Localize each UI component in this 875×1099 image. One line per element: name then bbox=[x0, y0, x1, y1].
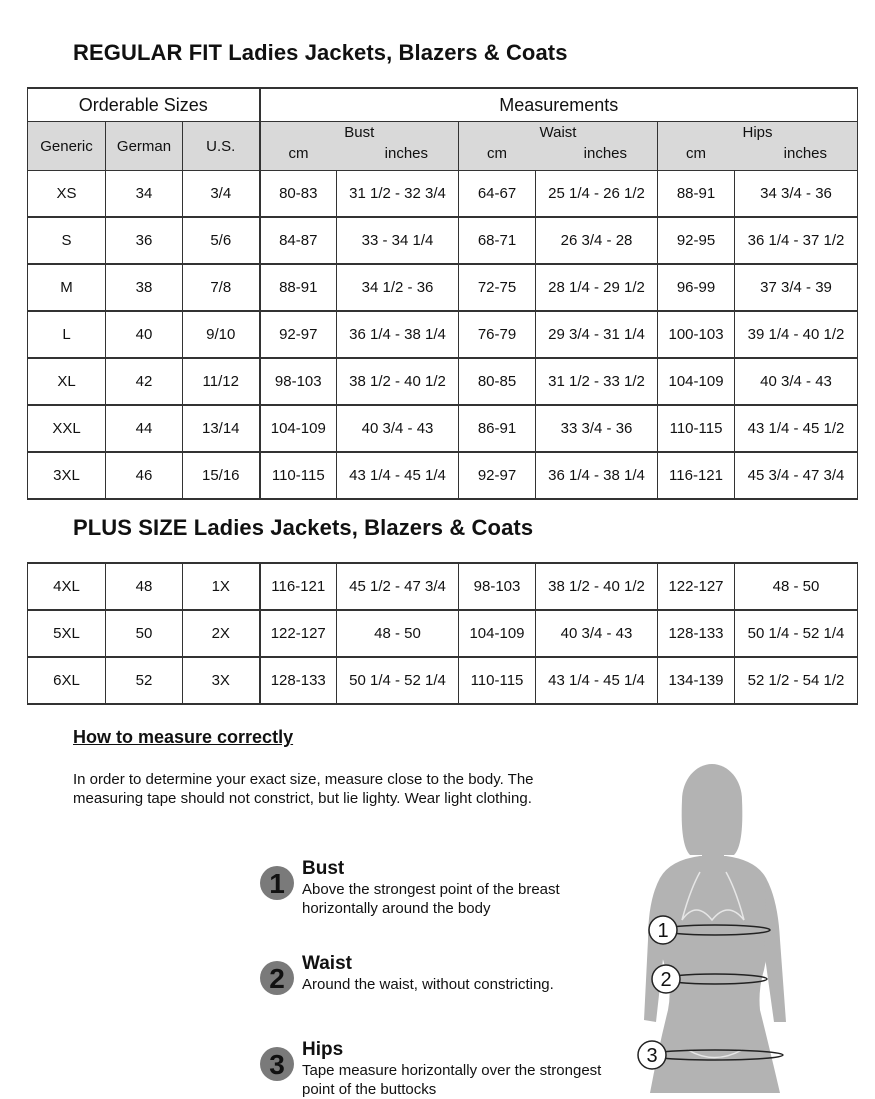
waist-inches-cell: 40 3/4 - 43 bbox=[536, 610, 658, 657]
german-size-cell: 38 bbox=[106, 264, 183, 311]
bust-inches-cell: 34 1/2 - 36 bbox=[337, 264, 459, 311]
waist-inches-cell: 36 1/4 - 38 1/4 bbox=[536, 452, 658, 499]
generic-size-cell: 6XL bbox=[28, 657, 106, 704]
bust-inches-label: inches bbox=[384, 145, 429, 162]
bust-inches-cell: 33 - 34 1/4 bbox=[337, 217, 459, 264]
generic-size-cell: M bbox=[28, 264, 106, 311]
waist-inches-cell: 43 1/4 - 45 1/4 bbox=[536, 657, 658, 704]
german-size-cell: 40 bbox=[106, 311, 183, 358]
bust-cm-cell: 98-103 bbox=[260, 358, 337, 405]
bust-cm-cell: 110-115 bbox=[260, 452, 337, 499]
hips-inches-label: inches bbox=[783, 145, 828, 162]
bust-cm-cell: 80-83 bbox=[260, 171, 337, 218]
table-row bbox=[28, 358, 858, 405]
waist-inches-cell: 33 3/4 - 36 bbox=[536, 405, 658, 452]
german-size-cell: 46 bbox=[106, 452, 183, 499]
regular-fit-title: REGULAR FIT Ladies Jackets, Blazers & Coats bbox=[73, 40, 568, 65]
regular-size-table bbox=[27, 87, 858, 500]
german-size-cell: 44 bbox=[106, 405, 183, 452]
female-body-silhouette-icon bbox=[630, 760, 810, 1093]
svg-text:3: 3 bbox=[646, 1045, 658, 1067]
us-size-cell: 15/16 bbox=[183, 452, 260, 499]
hips-inches-cell: 43 1/4 - 45 1/2 bbox=[735, 405, 858, 452]
step-number-badge: 2 bbox=[260, 961, 294, 995]
plus-size-table bbox=[27, 562, 858, 705]
hips-inches-cell: 52 1/2 - 54 1/2 bbox=[735, 657, 858, 704]
bust-inches-cell: 48 - 50 bbox=[337, 610, 459, 657]
svg-text:1: 1 bbox=[657, 920, 669, 942]
us-column-header: U.S. bbox=[183, 122, 260, 171]
generic-size-cell: XS bbox=[28, 171, 106, 218]
waist-cm-cell: 72-75 bbox=[459, 264, 536, 311]
us-size-cell: 3/4 bbox=[183, 171, 260, 218]
hips-cm-cell: 96-99 bbox=[658, 264, 735, 311]
waist-column-header bbox=[459, 122, 658, 171]
measure-marker-3 bbox=[638, 1041, 666, 1069]
plus-table-body bbox=[28, 563, 858, 704]
bust-cm-label: cm bbox=[288, 145, 309, 162]
generic-column-header: Generic bbox=[28, 122, 106, 171]
waist-cm-cell: 64-67 bbox=[459, 171, 536, 218]
german-size-cell: 36 bbox=[106, 217, 183, 264]
hips-cm-cell: 134-139 bbox=[658, 657, 735, 704]
waist-cm-cell: 76-79 bbox=[459, 311, 536, 358]
waist-cm-cell: 80-85 bbox=[459, 358, 536, 405]
step-description: Around the waist, without constricting. bbox=[302, 976, 554, 993]
german-size-cell: 42 bbox=[106, 358, 183, 405]
measurements-header: Measurements bbox=[260, 88, 858, 122]
hips-cm-label: cm bbox=[686, 145, 707, 162]
waist-inches-cell: 31 1/2 - 33 1/2 bbox=[536, 358, 658, 405]
waist-inches-label: inches bbox=[583, 145, 628, 162]
table-row bbox=[28, 563, 858, 610]
hips-inches-cell: 37 3/4 - 39 bbox=[735, 264, 858, 311]
bust-inches-cell: 50 1/4 - 52 1/4 bbox=[337, 657, 459, 704]
us-size-cell: 3X bbox=[183, 657, 260, 704]
waist-label: Waist bbox=[539, 124, 577, 141]
us-size-cell: 11/12 bbox=[183, 358, 260, 405]
generic-size-cell: 3XL bbox=[28, 452, 106, 499]
orderable-sizes-header: Orderable Sizes bbox=[28, 88, 260, 122]
hips-cm-cell: 100-103 bbox=[658, 311, 735, 358]
measure-marker-2 bbox=[652, 965, 680, 993]
us-size-cell: 1X bbox=[183, 563, 260, 610]
hips-inches-cell: 34 3/4 - 36 bbox=[735, 171, 858, 218]
step-description: Above the strongest point of the breast horizontally around the body bbox=[302, 881, 560, 917]
hips-column-header bbox=[658, 122, 858, 171]
waist-inches-cell: 28 1/4 - 29 1/2 bbox=[536, 264, 658, 311]
waist-inches-cell: 38 1/2 - 40 1/2 bbox=[536, 563, 658, 610]
waist-inches-cell: 26 3/4 - 28 bbox=[536, 217, 658, 264]
german-column-header: German bbox=[106, 122, 183, 171]
hips-label: Hips bbox=[742, 124, 773, 141]
bust-inches-cell: 45 1/2 - 47 3/4 bbox=[337, 563, 459, 610]
regular-table-body bbox=[28, 171, 858, 500]
hips-inches-cell: 36 1/4 - 37 1/2 bbox=[735, 217, 858, 264]
bust-cm-cell: 122-127 bbox=[260, 610, 337, 657]
us-size-cell: 2X bbox=[183, 610, 260, 657]
table-row bbox=[28, 217, 858, 264]
bust-cm-cell: 104-109 bbox=[260, 405, 337, 452]
how-to-measure-intro: In order to determine your exact size, measure close to the body. The measuring tape should not constrict, but lie lighty. Wear light clothing. bbox=[73, 771, 534, 807]
bust-inches-cell: 31 1/2 - 32 3/4 bbox=[337, 171, 459, 218]
waist-cm-cell: 110-115 bbox=[459, 657, 536, 704]
bust-inches-cell: 40 3/4 - 43 bbox=[337, 405, 459, 452]
step-number-badge: 3 bbox=[260, 1047, 294, 1081]
bust-cm-cell: 116-121 bbox=[260, 563, 337, 610]
hips-cm-cell: 110-115 bbox=[658, 405, 735, 452]
waist-inches-cell: 29 3/4 - 31 1/4 bbox=[536, 311, 658, 358]
hips-cm-cell: 116-121 bbox=[658, 452, 735, 499]
table-row bbox=[28, 610, 858, 657]
step-title: Hips bbox=[302, 1039, 344, 1060]
hips-inches-cell: 40 3/4 - 43 bbox=[735, 358, 858, 405]
waist-cm-label: cm bbox=[487, 145, 508, 162]
waist-cm-cell: 104-109 bbox=[459, 610, 536, 657]
us-size-cell: 7/8 bbox=[183, 264, 260, 311]
hips-cm-cell: 104-109 bbox=[658, 358, 735, 405]
waist-cm-cell: 98-103 bbox=[459, 563, 536, 610]
hips-inches-cell: 50 1/4 - 52 1/4 bbox=[735, 610, 858, 657]
us-size-cell: 13/14 bbox=[183, 405, 260, 452]
hips-inches-cell: 45 3/4 - 47 3/4 bbox=[735, 452, 858, 499]
table-row bbox=[28, 171, 858, 218]
hips-cm-cell: 88-91 bbox=[658, 171, 735, 218]
generic-size-cell: XL bbox=[28, 358, 106, 405]
generic-size-cell: XXL bbox=[28, 405, 106, 452]
step-description: Tape measure horizontally over the strongest point of the buttocks bbox=[302, 1062, 602, 1098]
bust-label: Bust bbox=[344, 124, 375, 141]
bust-cm-cell: 92-97 bbox=[260, 311, 337, 358]
bust-inches-cell: 43 1/4 - 45 1/4 bbox=[337, 452, 459, 499]
german-size-cell: 50 bbox=[106, 610, 183, 657]
table-row bbox=[28, 452, 858, 499]
waist-cm-cell: 86-91 bbox=[459, 405, 536, 452]
bust-inches-cell: 38 1/2 - 40 1/2 bbox=[337, 358, 459, 405]
svg-text:2: 2 bbox=[660, 969, 672, 991]
bust-inches-cell: 36 1/4 - 38 1/4 bbox=[337, 311, 459, 358]
german-size-cell: 48 bbox=[106, 563, 183, 610]
table-row bbox=[28, 657, 858, 704]
us-size-cell: 9/10 bbox=[183, 311, 260, 358]
german-size-cell: 34 bbox=[106, 171, 183, 218]
table-row bbox=[28, 405, 858, 452]
table-row bbox=[28, 311, 858, 358]
waist-cm-cell: 92-97 bbox=[459, 452, 536, 499]
bust-column-header bbox=[260, 122, 459, 171]
bust-cm-cell: 84-87 bbox=[260, 217, 337, 264]
measure-marker-1 bbox=[649, 916, 677, 944]
generic-size-cell: L bbox=[28, 311, 106, 358]
hips-cm-cell: 128-133 bbox=[658, 610, 735, 657]
bust-cm-cell: 128-133 bbox=[260, 657, 337, 704]
us-size-cell: 5/6 bbox=[183, 217, 260, 264]
hips-cm-cell: 92-95 bbox=[658, 217, 735, 264]
step-title: Waist bbox=[302, 953, 352, 974]
table-row bbox=[28, 264, 858, 311]
step-number-badge: 1 bbox=[260, 866, 294, 900]
how-to-measure-heading: How to measure correctly bbox=[73, 727, 294, 747]
waist-cm-cell: 68-71 bbox=[459, 217, 536, 264]
plus-size-title: PLUS SIZE Ladies Jackets, Blazers & Coats bbox=[73, 515, 534, 540]
hips-inches-cell: 39 1/4 - 40 1/2 bbox=[735, 311, 858, 358]
hips-cm-cell: 122-127 bbox=[658, 563, 735, 610]
step-title: Bust bbox=[302, 858, 345, 879]
hips-inches-cell: 48 - 50 bbox=[735, 563, 858, 610]
german-size-cell: 52 bbox=[106, 657, 183, 704]
generic-size-cell: 5XL bbox=[28, 610, 106, 657]
generic-size-cell: 4XL bbox=[28, 563, 106, 610]
generic-size-cell: S bbox=[28, 217, 106, 264]
waist-inches-cell: 25 1/4 - 26 1/2 bbox=[536, 171, 658, 218]
bust-cm-cell: 88-91 bbox=[260, 264, 337, 311]
